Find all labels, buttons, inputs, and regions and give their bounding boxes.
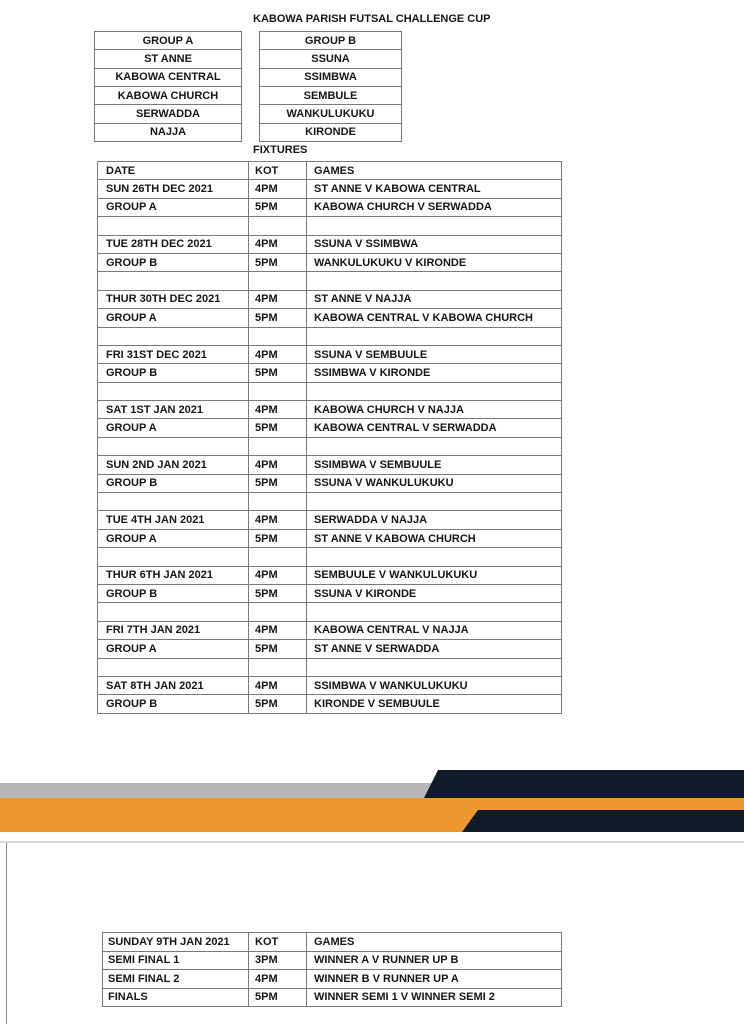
group-b-team: SSIMBWA bbox=[260, 68, 402, 86]
finals-header-kot: KOT bbox=[249, 933, 307, 952]
finals-table bbox=[102, 932, 562, 1007]
fixture-row bbox=[98, 419, 562, 437]
fixture-row bbox=[98, 529, 562, 547]
fixture-game: SSIMBWA V SEMBUULE bbox=[307, 456, 562, 474]
empty-cell bbox=[98, 327, 249, 345]
empty-cell bbox=[249, 548, 307, 566]
group-a-header: GROUP A bbox=[95, 32, 242, 50]
spacer-row bbox=[98, 493, 562, 511]
fixture-group: GROUP B bbox=[98, 253, 249, 271]
fixture-group: GROUP A bbox=[98, 529, 249, 547]
finals-game: WINNER A V RUNNER UP B bbox=[307, 951, 562, 970]
fixture-kot: 4PM bbox=[249, 511, 307, 529]
empty-cell bbox=[249, 603, 307, 621]
fixture-date: SUN 26TH DEC 2021 bbox=[98, 180, 249, 198]
fixture-kot: 5PM bbox=[249, 529, 307, 547]
fixture-kot: 5PM bbox=[249, 253, 307, 271]
fixture-game: KABOWA CHURCH V NAJJA bbox=[307, 401, 562, 419]
group-b-team: SSUNA bbox=[260, 50, 402, 68]
fixture-row bbox=[98, 364, 562, 382]
group-team-row bbox=[260, 105, 402, 123]
empty-cell bbox=[249, 217, 307, 235]
fixture-group: GROUP A bbox=[98, 198, 249, 216]
fixture-kot: 5PM bbox=[249, 474, 307, 492]
finals-stage: SEMI FINAL 1 bbox=[103, 951, 249, 970]
fixture-kot: 5PM bbox=[249, 309, 307, 327]
fixture-game: SSUNA V WANKULUKUKU bbox=[307, 474, 562, 492]
group-team-row bbox=[95, 105, 242, 123]
spacer-row bbox=[98, 603, 562, 621]
header-games: GAMES bbox=[307, 162, 562, 180]
empty-cell bbox=[307, 272, 562, 290]
group-a-team: KABOWA CENTRAL bbox=[95, 68, 242, 86]
fixture-date: THUR 30TH DEC 2021 bbox=[98, 290, 249, 308]
fixture-game: SSUNA V SSIMBWA bbox=[307, 235, 562, 253]
fixture-kot: 4PM bbox=[249, 235, 307, 253]
fixture-kot: 5PM bbox=[249, 640, 307, 658]
finals-kot: 4PM bbox=[249, 970, 307, 989]
spacer-row bbox=[98, 217, 562, 235]
fixture-group: GROUP B bbox=[98, 474, 249, 492]
group-a-team: KABOWA CHURCH bbox=[95, 86, 242, 104]
finals-kot: 5PM bbox=[249, 988, 307, 1007]
group-header-row bbox=[260, 32, 402, 50]
fixture-row bbox=[98, 584, 562, 602]
empty-cell bbox=[98, 658, 249, 676]
finals-row bbox=[103, 951, 562, 970]
finals-stage: SEMI FINAL 2 bbox=[103, 970, 249, 989]
fixture-kot: 4PM bbox=[249, 180, 307, 198]
fixture-group: GROUP B bbox=[98, 695, 249, 713]
group-a-team: ST ANNE bbox=[95, 50, 242, 68]
fixture-game: SSIMBWA V WANKULUKUKU bbox=[307, 676, 562, 694]
fixture-date: SUN 2ND JAN 2021 bbox=[98, 456, 249, 474]
fixture-game: WANKULUKUKU V KIRONDE bbox=[307, 253, 562, 271]
fixture-group: GROUP B bbox=[98, 584, 249, 602]
fixture-kot: 4PM bbox=[249, 566, 307, 584]
navy-top-band bbox=[424, 770, 744, 798]
fixture-row bbox=[98, 621, 562, 639]
empty-cell bbox=[249, 658, 307, 676]
spacer-row bbox=[98, 658, 562, 676]
finals-header-games: GAMES bbox=[307, 933, 562, 952]
fixture-row bbox=[98, 290, 562, 308]
navy-bottom-band bbox=[462, 810, 744, 832]
header-kot: KOT bbox=[249, 162, 307, 180]
fixture-group: GROUP A bbox=[98, 640, 249, 658]
fixture-row bbox=[98, 253, 562, 271]
fixture-kot: 5PM bbox=[249, 364, 307, 382]
fixture-row bbox=[98, 511, 562, 529]
spacer-row bbox=[98, 382, 562, 400]
finals-game: WINNER SEMI 1 V WINNER SEMI 2 bbox=[307, 988, 562, 1007]
spacer-row bbox=[98, 272, 562, 290]
fixture-row bbox=[98, 566, 562, 584]
fixture-game: ST ANNE V NAJJA bbox=[307, 290, 562, 308]
finals-header-row bbox=[103, 933, 562, 952]
empty-cell bbox=[98, 493, 249, 511]
finals-stage: FINALS bbox=[103, 988, 249, 1007]
fixture-kot: 4PM bbox=[249, 676, 307, 694]
group-team-row bbox=[95, 68, 242, 86]
fixture-group: GROUP B bbox=[98, 364, 249, 382]
fixture-row bbox=[98, 235, 562, 253]
fixture-kot: 5PM bbox=[249, 198, 307, 216]
fixture-date: TUE 28TH DEC 2021 bbox=[98, 235, 249, 253]
fixture-kot: 5PM bbox=[249, 584, 307, 602]
group-header-row bbox=[95, 32, 242, 50]
group-b-team: WANKULUKUKU bbox=[260, 105, 402, 123]
empty-cell bbox=[249, 382, 307, 400]
finals-row bbox=[103, 970, 562, 989]
empty-cell bbox=[98, 437, 249, 455]
fixture-game: SEMBUULE V WANKULUKUKU bbox=[307, 566, 562, 584]
fixture-kot: 4PM bbox=[249, 345, 307, 363]
empty-cell bbox=[249, 272, 307, 290]
group-team-row bbox=[260, 123, 402, 141]
empty-cell bbox=[307, 437, 562, 455]
group-team-row bbox=[95, 86, 242, 104]
fixture-kot: 5PM bbox=[249, 695, 307, 713]
group-team-row bbox=[260, 68, 402, 86]
fixture-game: SSUNA V SEMBUULE bbox=[307, 345, 562, 363]
page-separator bbox=[0, 841, 744, 843]
empty-cell bbox=[98, 548, 249, 566]
group-b-table bbox=[259, 31, 402, 142]
fixture-row bbox=[98, 676, 562, 694]
document-title: KABOWA PARISH FUTSAL CHALLENGE CUP bbox=[253, 13, 491, 25]
finals-row bbox=[103, 988, 562, 1007]
gray-band bbox=[0, 783, 440, 798]
fixture-kot: 4PM bbox=[249, 290, 307, 308]
fixture-date: FRI 31ST DEC 2021 bbox=[98, 345, 249, 363]
fixture-row bbox=[98, 401, 562, 419]
fixture-date: SAT 1ST JAN 2021 bbox=[98, 401, 249, 419]
fixture-row bbox=[98, 474, 562, 492]
fixture-game: KIRONDE V SEMBUULE bbox=[307, 695, 562, 713]
empty-cell bbox=[249, 437, 307, 455]
fixture-group: GROUP A bbox=[98, 419, 249, 437]
fixture-game: KABOWA CENTRAL V SERWADDA bbox=[307, 419, 562, 437]
fixture-game: ST ANNE V SERWADDA bbox=[307, 640, 562, 658]
spacer-row bbox=[98, 327, 562, 345]
empty-cell bbox=[307, 382, 562, 400]
fixtures-table bbox=[97, 161, 562, 714]
fixture-date: TUE 4TH JAN 2021 bbox=[98, 511, 249, 529]
group-a-team: SERWADDA bbox=[95, 105, 242, 123]
empty-cell bbox=[98, 217, 249, 235]
spacer-row bbox=[98, 437, 562, 455]
empty-cell bbox=[249, 327, 307, 345]
fixture-kot: 4PM bbox=[249, 621, 307, 639]
fixture-kot: 4PM bbox=[249, 456, 307, 474]
fixture-row bbox=[98, 695, 562, 713]
fixture-group: GROUP A bbox=[98, 309, 249, 327]
empty-cell bbox=[98, 603, 249, 621]
empty-cell bbox=[249, 493, 307, 511]
group-a-table bbox=[94, 31, 242, 142]
empty-cell bbox=[98, 382, 249, 400]
empty-cell bbox=[98, 272, 249, 290]
group-a-team: NAJJA bbox=[95, 123, 242, 141]
group-team-row bbox=[260, 86, 402, 104]
finals-game: WINNER B V RUNNER UP A bbox=[307, 970, 562, 989]
empty-cell bbox=[307, 327, 562, 345]
finals-kot: 3PM bbox=[249, 951, 307, 970]
fixture-kot: 5PM bbox=[249, 419, 307, 437]
fixture-date: THUR 6TH JAN 2021 bbox=[98, 566, 249, 584]
group-team-row bbox=[260, 50, 402, 68]
fixture-row bbox=[98, 640, 562, 658]
fixture-date: SAT 8TH JAN 2021 bbox=[98, 676, 249, 694]
empty-cell bbox=[307, 603, 562, 621]
fixture-row bbox=[98, 180, 562, 198]
empty-cell bbox=[307, 217, 562, 235]
fixture-game: ST ANNE V KABOWA CHURCH bbox=[307, 529, 562, 547]
fixture-kot: 4PM bbox=[249, 401, 307, 419]
fixture-game: KABOWA CENTRAL V NAJJA bbox=[307, 621, 562, 639]
group-team-row bbox=[95, 123, 242, 141]
fixture-game: KABOWA CENTRAL V KABOWA CHURCH bbox=[307, 309, 562, 327]
fixtures-label: FIXTURES bbox=[253, 144, 308, 156]
group-team-row bbox=[95, 50, 242, 68]
fixture-game: SSIMBWA V KIRONDE bbox=[307, 364, 562, 382]
group-b-team: SEMBULE bbox=[260, 86, 402, 104]
group-b-team: KIRONDE bbox=[260, 123, 402, 141]
empty-cell bbox=[307, 658, 562, 676]
fixture-row bbox=[98, 198, 562, 216]
fixture-row bbox=[98, 345, 562, 363]
header-date: DATE bbox=[98, 162, 249, 180]
fixture-date: FRI 7TH JAN 2021 bbox=[98, 621, 249, 639]
page-edge bbox=[6, 843, 7, 1024]
fixture-game: SERWADDA V NAJJA bbox=[307, 511, 562, 529]
fixture-game: KABOWA CHURCH V SERWADDA bbox=[307, 198, 562, 216]
fixtures-header-row bbox=[98, 162, 562, 180]
fixture-game: SSUNA V KIRONDE bbox=[307, 584, 562, 602]
fixture-game: ST ANNE V KABOWA CENTRAL bbox=[307, 180, 562, 198]
spacer-row bbox=[98, 548, 562, 566]
group-b-header: GROUP B bbox=[260, 32, 402, 50]
fixture-row bbox=[98, 456, 562, 474]
finals-header-date: SUNDAY 9TH JAN 2021 bbox=[103, 933, 249, 952]
footer-banner bbox=[0, 760, 744, 840]
empty-cell bbox=[307, 493, 562, 511]
empty-cell bbox=[307, 548, 562, 566]
fixture-row bbox=[98, 309, 562, 327]
